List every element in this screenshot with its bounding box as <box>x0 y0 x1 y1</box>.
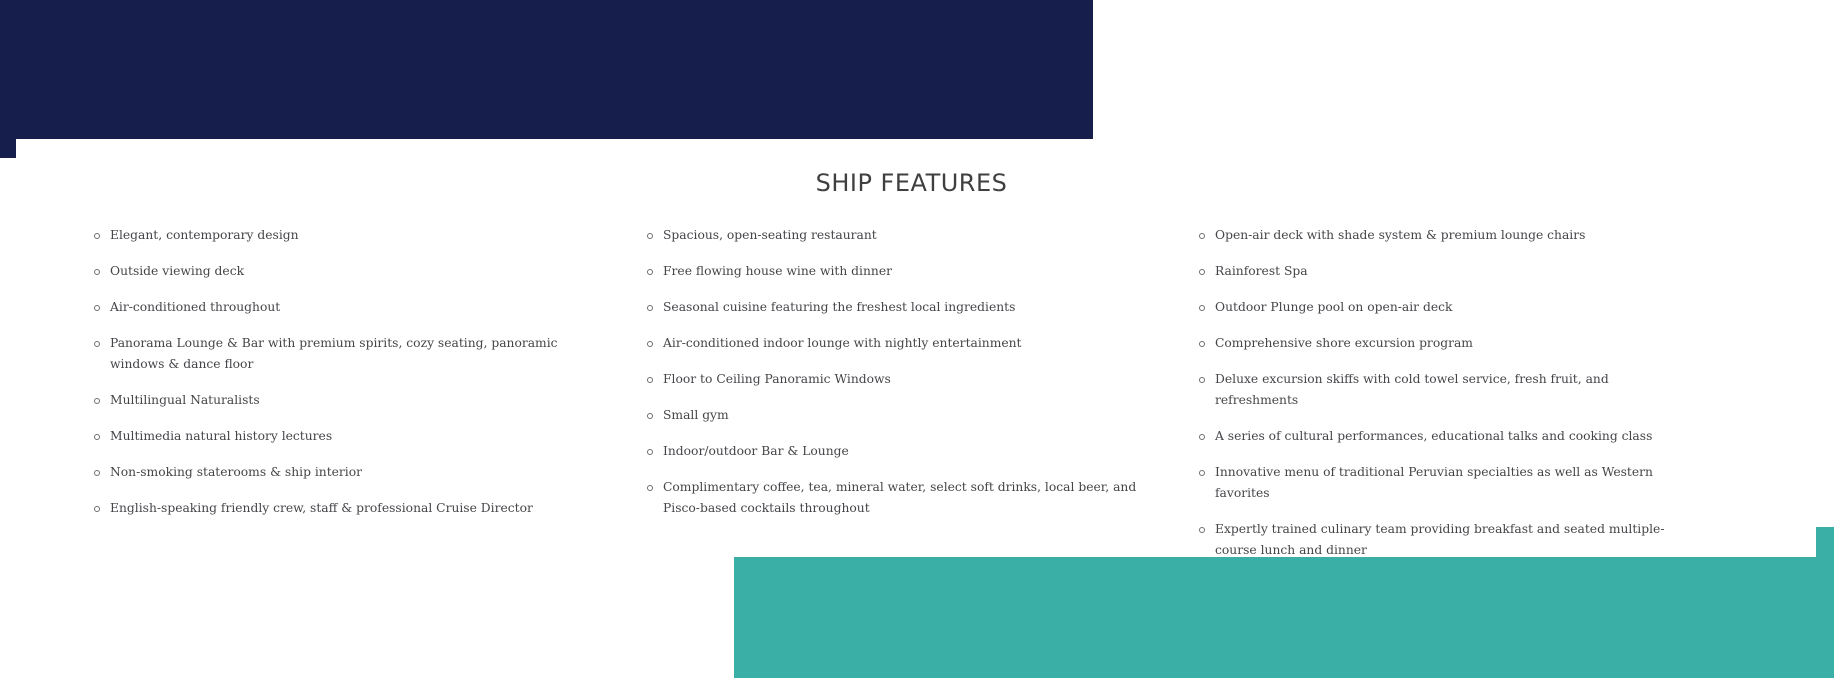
feature-item <box>647 333 1167 354</box>
bullet-icon <box>94 269 100 275</box>
bullet-icon <box>94 506 100 512</box>
feature-item <box>647 441 1167 462</box>
feature-item <box>1199 369 1679 411</box>
feature-item <box>94 333 614 375</box>
ship-features-section <box>16 139 1816 557</box>
feature-item <box>1199 225 1679 246</box>
bullet-icon <box>94 233 100 239</box>
feature-item <box>1199 426 1679 447</box>
bullet-icon <box>1199 341 1205 347</box>
feature-text: A series of cultural performances, educational talks and cooking class <box>1215 429 1653 443</box>
feature-text: Innovative menu of traditional Peruvian specialties as well as Western favorites <box>1215 465 1653 500</box>
feature-item <box>94 297 614 318</box>
feature-text: Free flowing house wine with dinner <box>663 264 892 278</box>
feature-item <box>647 225 1167 246</box>
bullet-icon <box>1199 233 1205 239</box>
feature-columns <box>94 225 1714 557</box>
feature-list-column-3 <box>1199 225 1679 576</box>
feature-text: Outdoor Plunge pool on open-air deck <box>1215 300 1453 314</box>
feature-text: Multilingual Naturalists <box>110 393 260 407</box>
feature-item <box>94 225 614 246</box>
feature-text: Outside viewing deck <box>110 264 245 278</box>
feature-item <box>647 405 1167 426</box>
bullet-icon <box>1199 527 1205 533</box>
feature-item <box>647 261 1167 282</box>
feature-text: Spacious, open-seating restaurant <box>663 228 877 242</box>
feature-text: Expertly trained culinary team providing breakfast and seated multiple-course lunch and dinner <box>1215 522 1665 557</box>
feature-text: Multimedia natural history lectures <box>110 429 333 443</box>
feature-text: Rainforest Spa <box>1215 264 1308 278</box>
feature-item <box>94 426 614 447</box>
section-title: SHIP FEATURES <box>815 169 1008 197</box>
feature-item <box>94 261 614 282</box>
bullet-icon <box>1199 269 1205 275</box>
bullet-icon <box>647 269 653 275</box>
feature-text: Floor to Ceiling Panoramic Windows <box>663 372 891 386</box>
bullet-icon <box>647 305 653 311</box>
feature-text: Complimentary coffee, tea, mineral water, select soft drinks, local beer, and Pisco-based cocktails throughout <box>663 480 1137 515</box>
teal-decorative-tab <box>1816 527 1834 558</box>
feature-list-column-1 <box>94 225 614 534</box>
bullet-icon <box>94 341 100 347</box>
feature-text: Non-smoking staterooms & ship interior <box>110 465 363 479</box>
feature-item <box>1199 297 1679 318</box>
navy-decorative-block <box>0 0 1093 139</box>
feature-item <box>1199 333 1679 354</box>
feature-text: Indoor/outdoor Bar & Lounge <box>663 444 849 458</box>
feature-item <box>647 297 1167 318</box>
bullet-icon <box>647 341 653 347</box>
bullet-icon <box>1199 305 1205 311</box>
bullet-icon <box>647 485 653 491</box>
bullet-icon <box>647 233 653 239</box>
feature-item <box>647 477 1167 519</box>
bullet-icon <box>94 305 100 311</box>
bullet-icon <box>647 449 653 455</box>
bullet-icon <box>94 470 100 476</box>
feature-text: Air-conditioned throughout <box>110 300 281 314</box>
bullet-icon <box>1199 434 1205 440</box>
feature-text: Panorama Lounge & Bar with premium spirits, cozy seating, panoramic windows & dance floor <box>110 336 558 371</box>
feature-item <box>1199 261 1679 282</box>
navy-decorative-tab <box>0 139 16 158</box>
bullet-icon <box>94 398 100 404</box>
feature-item <box>647 369 1167 390</box>
feature-item <box>1199 462 1679 504</box>
bullet-icon <box>94 434 100 440</box>
bullet-icon <box>1199 377 1205 383</box>
bullet-icon <box>647 377 653 383</box>
feature-text: Air-conditioned indoor lounge with nightly entertainment <box>663 336 1022 350</box>
feature-item <box>94 462 614 483</box>
feature-text: Small gym <box>663 408 729 422</box>
feature-text: Deluxe excursion skiffs with cold towel service, fresh fruit, and refreshments <box>1215 372 1609 407</box>
feature-item <box>1199 519 1679 561</box>
feature-text: Comprehensive shore excursion program <box>1215 336 1473 350</box>
feature-item <box>94 390 614 411</box>
feature-text: Seasonal cuisine featuring the freshest local ingredients <box>663 300 1016 314</box>
bullet-icon <box>1199 470 1205 476</box>
feature-text: English-speaking friendly crew, staff & professional Cruise Director <box>110 501 533 515</box>
bullet-icon <box>647 413 653 419</box>
feature-text: Elegant, contemporary design <box>110 228 299 242</box>
feature-text: Open-air deck with shade system & premium lounge chairs <box>1215 228 1586 242</box>
feature-item <box>94 498 614 519</box>
feature-list-column-2 <box>647 225 1167 534</box>
